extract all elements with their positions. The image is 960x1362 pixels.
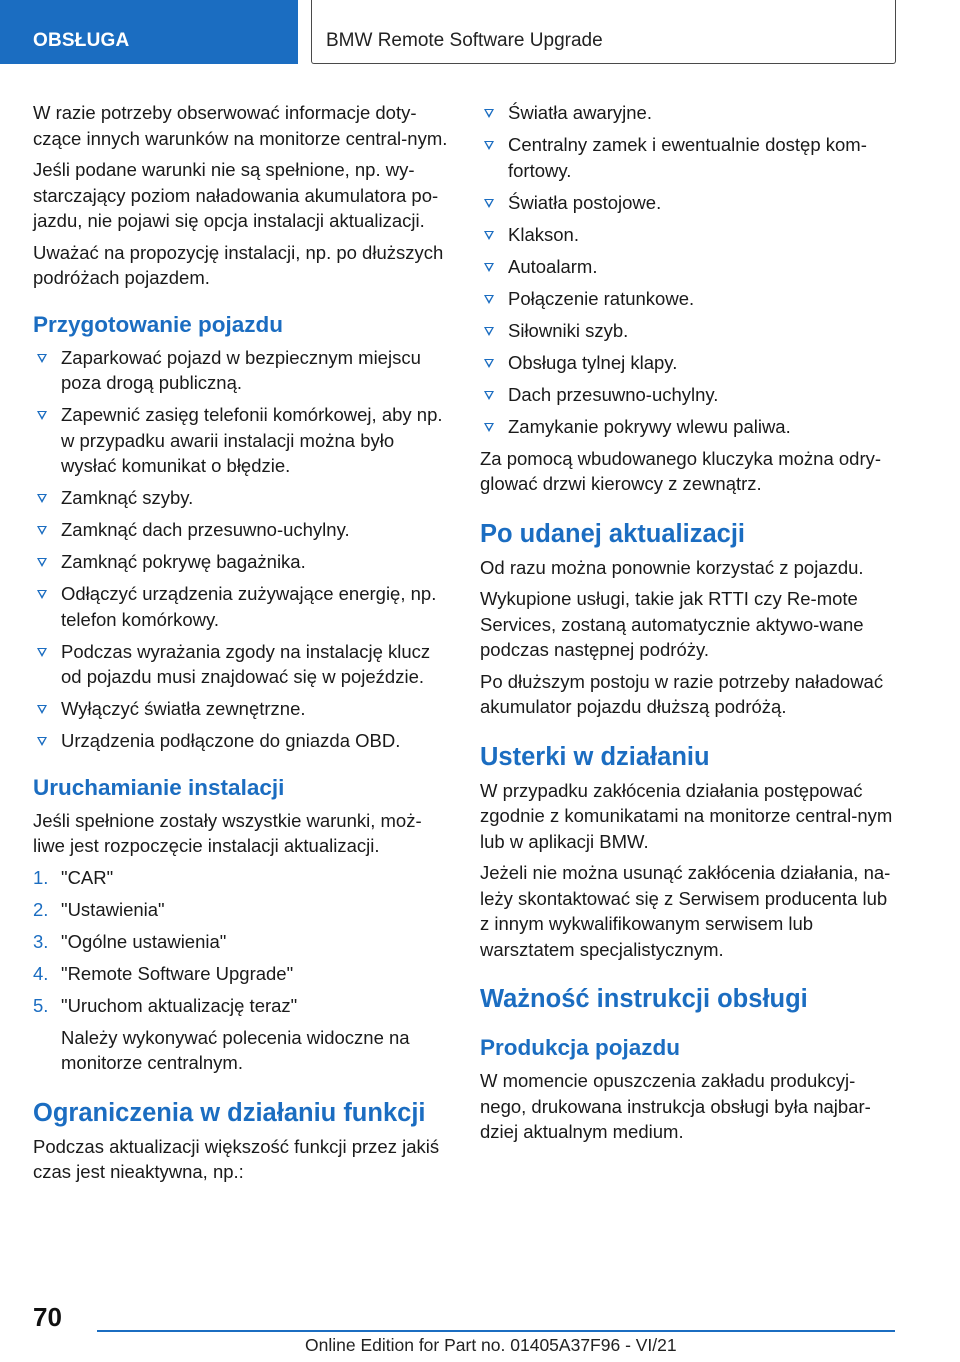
triangle-bullet-icon	[484, 423, 494, 432]
list-item: Światła postojowe.	[480, 190, 900, 216]
step-item: 1. "CAR"	[33, 866, 114, 888]
start-heading: Uruchamianie instalacji	[33, 774, 285, 800]
list-item: Zapewnić zasięg telefonii komórkowej, aby np. w przypadku awarii instalacji można było wysłać komunikat o błędzie.	[33, 402, 453, 479]
triangle-bullet-icon	[37, 354, 47, 363]
list-item: Zamknąć pokrywę bagażnika.	[33, 549, 453, 575]
step-item: 4. "Remote Software Upgrade"	[33, 962, 294, 984]
step-item: 3. "Ogólne ustawienia"	[33, 930, 227, 952]
triangle-bullet-icon	[37, 558, 47, 567]
list-item: Odłączyć urządzenia zużywające energię, np. telefon komórkowy.	[33, 581, 453, 632]
edition-footer: Online Edition for Part no. 01405A37F96 - VI/21	[305, 1335, 677, 1355]
list-item: Zaparkować pojazd w bezpiecznym miejscu poza drogą publiczną.	[33, 345, 453, 396]
triangle-bullet-icon	[37, 737, 47, 746]
triangle-bullet-icon	[37, 411, 47, 420]
triangle-bullet-icon	[484, 231, 494, 240]
triangle-bullet-icon	[484, 391, 494, 400]
after-heading: Po udanej aktualizacji	[480, 519, 745, 548]
production-paragraph: W momencie opuszczenia zakładu produkcyj-nego, drukowana instrukcja obsługi była najbar-dziej aktualnym medium.	[480, 1070, 871, 1142]
triangle-bullet-icon	[484, 263, 494, 272]
after-paragraph-3: Po dłuższym postoju w razie potrzeby naładować akumulator pojazdu dłuższą podróżą.	[480, 670, 884, 717]
list-item: Klakson.	[480, 222, 900, 248]
after-paragraph-1: Od razu można ponownie korzystać z pojazdu.	[480, 556, 864, 578]
limits-heading: Ograniczenia w działaniu funkcji	[33, 1098, 426, 1127]
start-paragraph: Jeśli spełnione zostały wszystkie warunki, moż-liwe jest rozpoczęcie instalacji aktualizacji.	[33, 809, 422, 856]
triangle-bullet-icon	[484, 109, 494, 118]
step-item: 5. "Uruchom aktualizację teraz"	[33, 994, 298, 1016]
section-tab	[0, 0, 298, 64]
list-item: Zamknąć dach przesuwno-uchylny.	[33, 517, 453, 543]
after-paragraph-2: Wykupione usługi, takie jak RTTI czy Re-mote Services, zostaną automatycznie aktywo-wane podczas następnej podróży.	[480, 588, 864, 660]
triangle-bullet-icon	[37, 494, 47, 503]
list-item: Zamykanie pokrywy wlewu paliwa.	[480, 414, 900, 440]
step-item: 2. "Ustawienia"	[33, 898, 165, 920]
faults-paragraph-2: Jeżeli nie można usunąć zakłócenia działania, na-leży skontaktować się z Serwisem producenta lub z innym wykwalifikowanym serwisem lub warsztatem specjalistycznym.	[480, 862, 891, 960]
chapter-title: BMW Remote Software Upgrade	[326, 30, 603, 51]
intro-paragraph-1: W razie potrzeby obserwować informacje doty-czące innych warunków na monitorze central-nym.	[33, 102, 448, 149]
left-column	[33, 100, 453, 1191]
chapter-tab	[311, 0, 896, 64]
list-item: Urządzenia podłączone do gniazda OBD.	[33, 728, 453, 754]
triangle-bullet-icon	[37, 648, 47, 657]
key-paragraph: Za pomocą wbudowanego kluczyka można odry-glować drzwi kierowcy z zewnątrz.	[480, 447, 882, 494]
faults-heading: Usterki w działaniu	[480, 742, 710, 771]
intro-paragraph-2: Jeśli podane warunki nie są spełnione, np. wy-starczający poziom naładowania akumulatora po-jazdu, nie pojawi się opcja instalacji aktualizacji.	[33, 159, 439, 231]
prep-list	[33, 345, 453, 754]
steps-note: Należy wykonywać polecenia widoczne na monitorze centralnym.	[61, 1026, 410, 1073]
limits-list	[480, 100, 900, 439]
triangle-bullet-icon	[37, 705, 47, 714]
list-item: Obsługa tylnej klapy.	[480, 350, 900, 376]
triangle-bullet-icon	[484, 141, 494, 150]
limits-paragraph: Podczas aktualizacji większość funkcji przez jakiś czas jest nieaktywna, np.:	[33, 1135, 440, 1182]
triangle-bullet-icon	[37, 590, 47, 599]
list-item: Autoalarm.	[480, 254, 900, 280]
triangle-bullet-icon	[37, 526, 47, 535]
intro-paragraph-3: Uważać na propozycję instalacji, np. po dłuższych podróżach pojazdem.	[33, 241, 444, 288]
list-item: Podczas wyrażania zgody na instalację klucz od pojazdu musi znajdować się w pojeździe.	[33, 639, 453, 690]
triangle-bullet-icon	[484, 199, 494, 208]
faults-paragraph-1: W przypadku zakłócenia działania postępować zgodnie z komunikatami na monitorze central-nym lub w aplikacji BMW.	[480, 779, 893, 852]
list-item: Wyłączyć światła zewnętrzne.	[33, 696, 453, 722]
list-item: Światła awaryjne.	[480, 100, 900, 126]
page-number: 70	[33, 1302, 62, 1332]
production-heading: Produkcja pojazdu	[480, 1035, 681, 1060]
prep-heading: Przygotowanie pojazdu	[33, 311, 284, 337]
list-item: Dach przesuwno-uchylny.	[480, 382, 900, 408]
right-column	[480, 100, 900, 1151]
footer-divider	[97, 1330, 895, 1332]
list-item: Zamknąć szyby.	[33, 485, 453, 511]
validity-heading: Ważność instrukcji obsługi	[480, 985, 808, 1013]
section-tab-label: OBSŁUGA	[33, 30, 130, 51]
triangle-bullet-icon	[484, 327, 494, 336]
triangle-bullet-icon	[484, 295, 494, 304]
steps-list	[33, 865, 453, 1019]
list-item: Centralny zamek i ewentualnie dostęp kom-fortowy.	[480, 132, 900, 183]
list-item: Połączenie ratunkowe.	[480, 286, 900, 312]
triangle-bullet-icon	[484, 359, 494, 368]
list-item: Siłowniki szyb.	[480, 318, 900, 344]
